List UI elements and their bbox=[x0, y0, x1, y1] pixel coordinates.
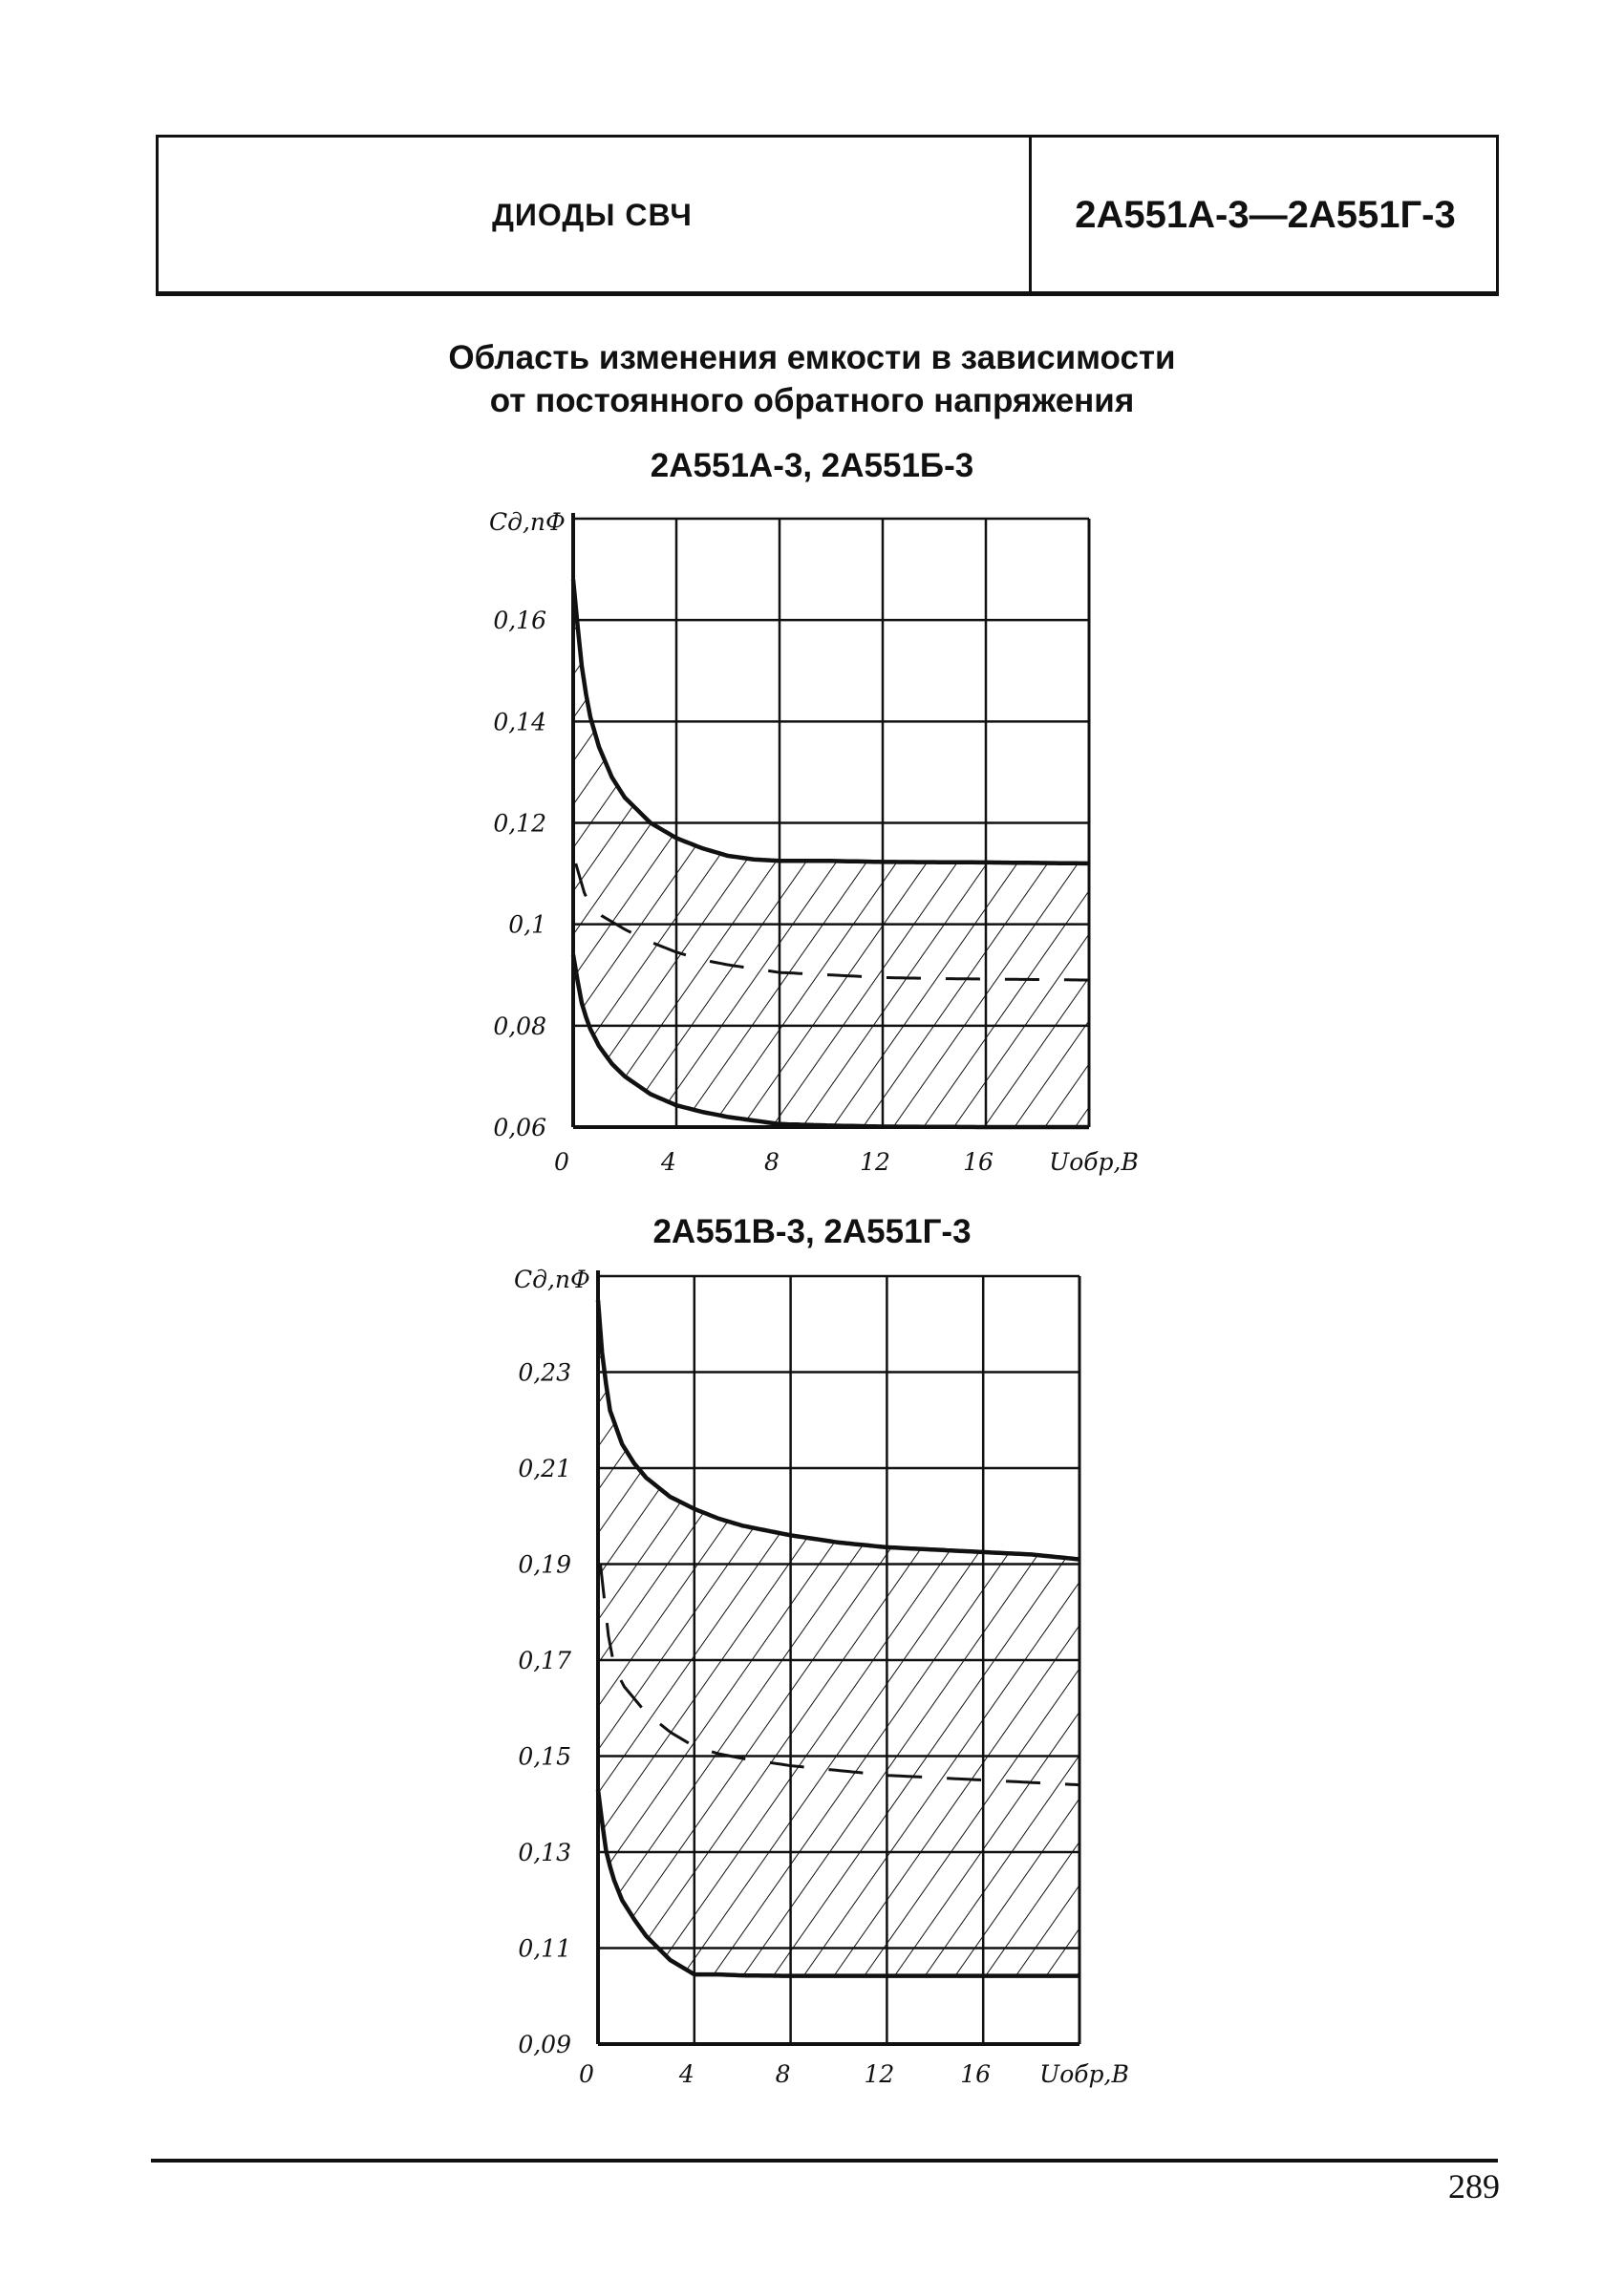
page-title-line-2: от постоянного обратного напряжения bbox=[489, 382, 1135, 419]
x-tick-label: 8 bbox=[775, 2060, 791, 2088]
y-tick-label: 0,08 bbox=[493, 1012, 546, 1040]
x-tick-label: 0 bbox=[554, 1148, 569, 1176]
y-axis-label: Сд,пФ bbox=[489, 508, 566, 536]
capacitance-chart-1 bbox=[0, 497, 1624, 1194]
capacitance-region-hatch bbox=[598, 1300, 1079, 1976]
x-axis-label: Uобр,В bbox=[1049, 1148, 1139, 1176]
y-tick-label: 0,12 bbox=[493, 809, 546, 838]
chart-2-title: 2А551В-3, 2А551Г-3 bbox=[652, 1213, 972, 1250]
x-tick-label: 16 bbox=[963, 1148, 994, 1176]
x-tick-label: 16 bbox=[960, 2060, 992, 2088]
y-tick-label: 0,15 bbox=[518, 1742, 571, 1771]
page-title-line-1: Область изменения емкости в зависимости bbox=[448, 339, 1176, 376]
x-tick-label: 4 bbox=[678, 2060, 694, 2088]
capacitance-chart-2 bbox=[0, 1261, 1624, 2120]
y-tick-label: 0,13 bbox=[518, 1839, 571, 1866]
page-number: 289 bbox=[1448, 2167, 1500, 2205]
x-tick-label: 0 bbox=[579, 2060, 594, 2088]
x-tick-label: 4 bbox=[661, 1148, 676, 1176]
y-tick-label: 0,17 bbox=[518, 1647, 571, 1674]
x-tick-label: 12 bbox=[864, 2060, 895, 2088]
capacitance-region-hatch bbox=[573, 580, 1089, 1127]
x-axis-label: Uобр,В bbox=[1039, 2060, 1129, 2088]
y-tick-label: 0,06 bbox=[493, 1114, 546, 1141]
header-section-title: ДИОДЫ СВЧ bbox=[492, 198, 693, 232]
y-tick-label: 0,09 bbox=[518, 2031, 571, 2058]
y-tick-label: 0,19 bbox=[518, 1550, 571, 1579]
y-tick-label: 0,23 bbox=[518, 1358, 571, 1387]
chart-1-title: 2А551А-3, 2А551Б-3 bbox=[650, 447, 974, 484]
header-model-range: 2А551А-3—2А551Г-3 bbox=[1075, 194, 1456, 236]
y-tick-label: 0,16 bbox=[493, 607, 546, 635]
footer-rule bbox=[151, 2159, 1498, 2163]
y-tick-label: 0,21 bbox=[518, 1455, 571, 1482]
x-tick-label: 8 bbox=[764, 1148, 780, 1176]
y-tick-label: 0,11 bbox=[518, 1934, 571, 1963]
y-tick-label: 0,14 bbox=[493, 708, 546, 736]
y-axis-label: Сд,пФ bbox=[514, 1266, 590, 1293]
y-tick-label: 0,1 bbox=[508, 910, 546, 939]
x-tick-label: 12 bbox=[860, 1148, 890, 1176]
